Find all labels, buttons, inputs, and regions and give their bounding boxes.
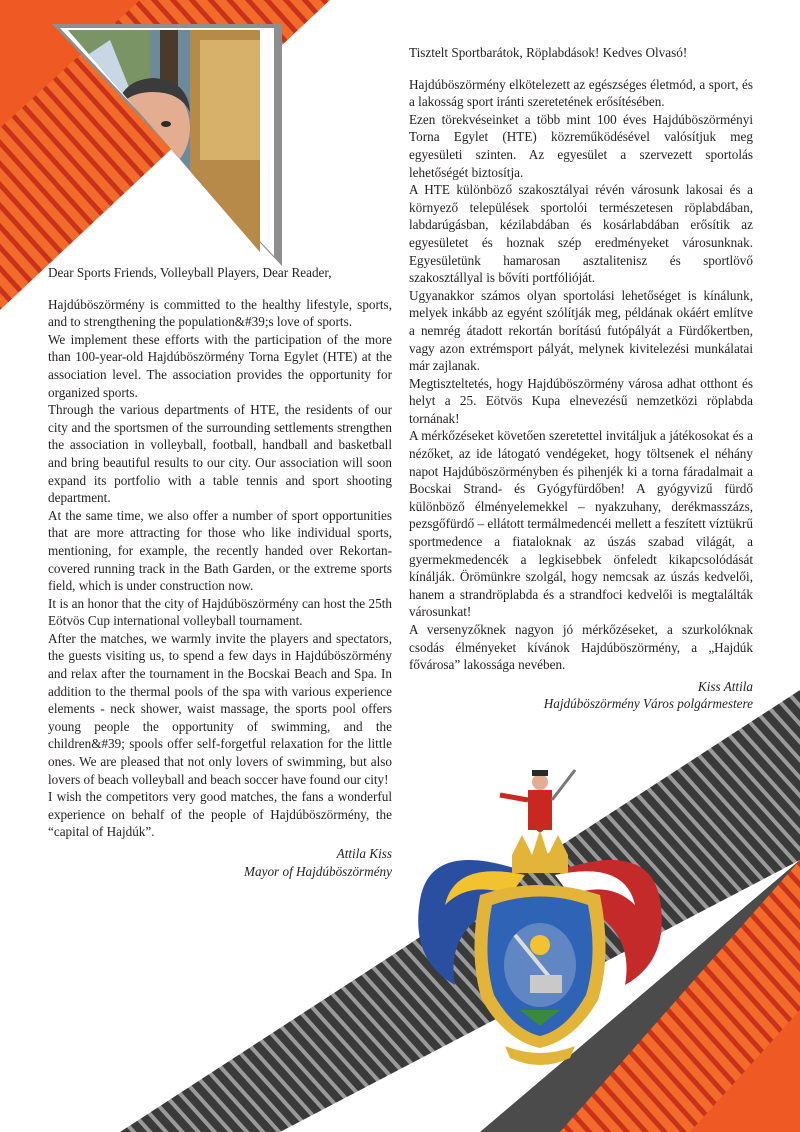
english-column bbox=[48, 264, 392, 880]
hungarian-paragraph: A versenyzőknek nagyon jó mérkőzéseket, a szurkolóknak csodás élményeket kívánok Hajdúböszörmény, a „Hajdúk fővárosa” lakossága nevében. bbox=[409, 622, 753, 673]
english-paragraph: At the same time, we also offer a number of sport opportunities that are more attracting for those who like individual sports, mentioning, for example, the recently handed over Rekortan-covered running track in the Bath Garden, or the extreme sports field, which is under construction now. bbox=[48, 507, 392, 594]
hungarian-paragraph: Hajdúböszörmény elkötelezett az egészséges életmód, a sport, és a lakosság sport iránti szeretetének erősítésében. bbox=[409, 76, 753, 110]
english-paragraph: After the matches, we warmly invite the players and spectators, the guests visiting us, to spend a few days in Hajdúböszörmény and relax after the tournament in the Bocskai Beach and Spa. In addition to the thermal pools of the spa with various experience elements - neck shower, waist massage, the sports pool offers young people the opportunity of swimming, and the children&#39; spools offer self-forgetful relaxation for the little ones. We are pleased that not only lovers of swimming, but also lovers of beach volleyball and beach soccer have found our city! bbox=[48, 630, 392, 787]
english-signature-title: Mayor of Hajdúböszörmény bbox=[244, 863, 392, 879]
english-paragraph: Hajdúböszörmény is committed to the healthy lifestyle, sports, and to strengthening the population&#39;s love of sports. bbox=[48, 296, 392, 330]
english-greeting: Dear Sports Friends, Volleyball Players, Dear Reader, bbox=[48, 265, 332, 280]
hungarian-greeting: Tisztelt Sportbarátok, Röplabdások! Kedves Olvasó! bbox=[409, 45, 688, 60]
english-paragraph: We implement these efforts with the participation of the more than 100-year-old Hajdúböszörmény Torna Egylet (HTE) at the association level. The association provides the opportunity for organized sports. bbox=[48, 331, 392, 400]
hungarian-paragraph: Ezen törekvéseinket a több mint 100 éves Hajdúböszörményi Torna Egylet (HTE) közreműködésével valósítjuk meg egyesületi szinten. Az egyesület a szervezett sportolás lehetőségét biztosítja. bbox=[409, 111, 753, 180]
english-signature-name: Attila Kiss bbox=[336, 846, 392, 861]
hungarian-paragraph: Ugyanakkor számos olyan sportolási lehetőséget is kínálunk, melyek inkább az egyént szólítják meg, példának okáért említve a nemrég átadott rekortán borítású futópályát a Fürdőkertben, vagy azon extrémsport pályát, melynek kivitelezési munkálatai már zajlanak. bbox=[409, 287, 753, 374]
hungarian-paragraph: A mérkőzéseket követően szeretettel invitáljuk a játékosokat és a nézőket, az ide látogató vendégeket, hogy töltsenek el néhány napot Hajdúböszörményben és pihenjék ki a torna fáradalmait a Bocskai Strand- és Gyógyfürdőben! A gyógyvizű fürdő különböző élményelemekkel – nyakzuhany, derékmasszázs, pezsgőfürdő – ellátott termálmedencéi mellett a feszített víztükrű sportmedence a fiataloknak az úszás szabad világát, a gyermekmedencék a legkisebbek önfeledt kikapcsolódását kínálják. Örömünkre szolgál, hogy nemcsak az úszás kedvelői, hanem a strandröplabda és a strandfoci kedvelői is megtalálták városunkat! bbox=[409, 428, 753, 620]
hungarian-signature-name: Kiss Attila bbox=[697, 678, 753, 694]
english-paragraph: It is an honor that the city of Hajdúböszörmény can host the 25th Eötvös Cup international volleyball tournament. bbox=[48, 595, 392, 629]
english-paragraph: Through the various departments of HTE, the residents of our city and the sportsmen of the surrounding settlements strengthen the association in volleyball, football, handball and basketball and bring beautiful results to our city. Our association will soon expand its portfolio with a table tennis and sport shooting department. bbox=[48, 402, 392, 506]
hungarian-column bbox=[409, 44, 753, 713]
hungarian-signature-title: Hajdúböszörmény Város polgármestere bbox=[543, 696, 753, 712]
english-paragraph: I wish the competitors very good matches, the fans a wonderful experience on behalf of the people of Hajdúböszörmény, the “capital of Hajdúk”. bbox=[48, 789, 392, 840]
hungarian-paragraph: A HTE különböző szakosztályai révén városunk lakosai és a környező települések sportolói természetesen röplabdában, labdarúgásban, kézilabdában és kosárlabdában erősítik az egyesületet és hoznak szép eredményeket városunknak. Egyesületünk hamarosan asztalitenisz és sportlövő szakosztállyal is bővíti portfólióját. bbox=[409, 182, 753, 286]
hungarian-paragraph: Megtiszteltetés, hogy Hajdúböszörmény városa adhat otthont és helyt a 25. Eötvös Kupa elnevezésű nemzetközi röplabda tornának! bbox=[409, 375, 753, 426]
